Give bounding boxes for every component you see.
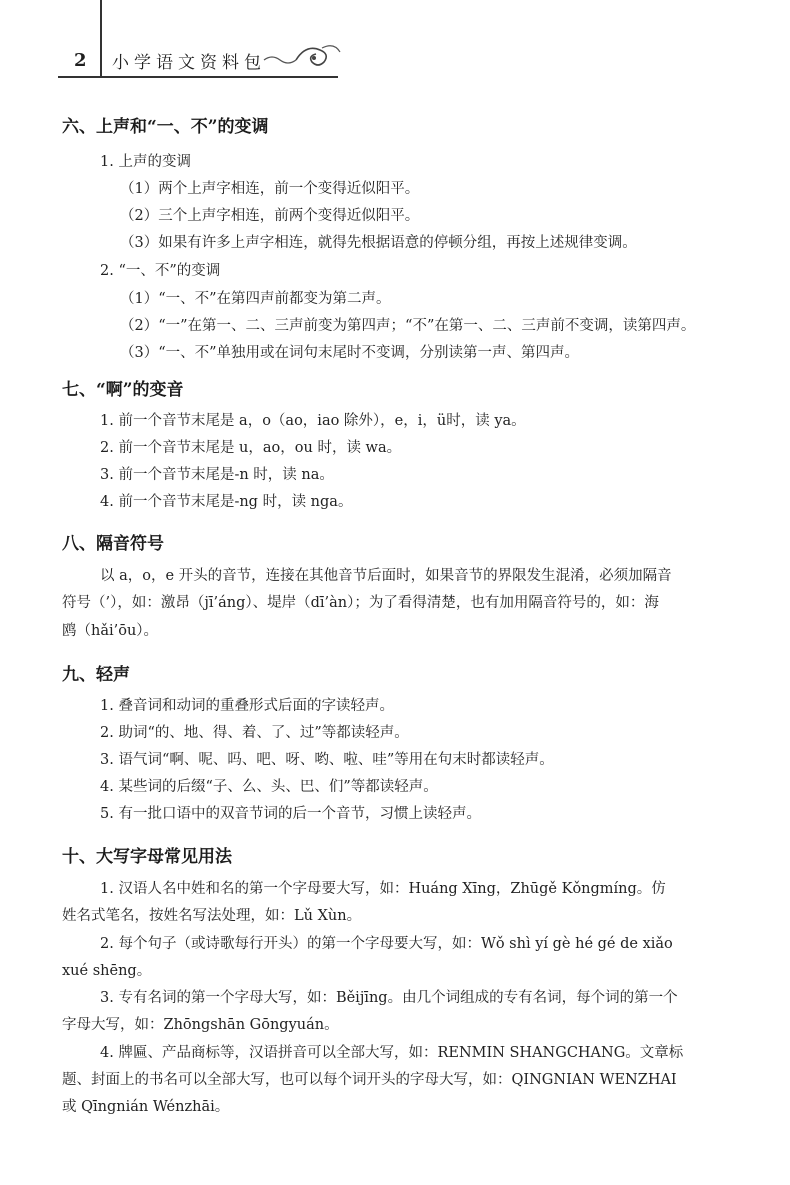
list-item: 3. 语气词“啊、呢、吗、吧、呀、哟、啦、哇”等用在句末时都读轻声。 xyxy=(100,752,554,768)
paragraph-line: 符号（’），如：激昂（jī’áng）、堤岸（dī’àn）；为了看得清楚，也有加用隔音符号的，如：海 xyxy=(62,595,659,611)
paragraph-line: 或 Qīngnián Wénzhāi。 xyxy=(62,1099,230,1115)
list-item: （1）“一、不”在第四声前都变为第二声。 xyxy=(120,291,391,307)
paragraph-line: 4. 牌匾、产品商标等，汉语拼音可以全部大写，如：RENMIN SHANGCHANG。文章标 xyxy=(100,1045,684,1061)
paragraph-line: 以 a，o，e 开头的音节，连接在其他音节后面时，如果音节的界限发生混淆，必须加隔音 xyxy=(100,568,672,584)
paragraph-line: xué shēng。 xyxy=(62,963,152,979)
section-6-title: 六、上声和“一、不”的变调 xyxy=(62,117,269,137)
paragraph-line: 题、封面上的书名可以全部大写，也可以每个词开头的字母大写，如：QINGNIAN WENZHAI xyxy=(62,1072,677,1088)
book-title: 小学语文资料包 xyxy=(112,53,266,73)
section-8-title: 八、隔音符号 xyxy=(62,534,164,554)
section-10-title: 十、大写字母常见用法 xyxy=(62,847,232,867)
section-9-title: 九、轻声 xyxy=(62,665,130,685)
paragraph-line: 1. 汉语人名中姓和名的第一个字母要大写，如：Huáng Xīng，Zhūgě Kǒngmíng。仿 xyxy=(100,881,666,897)
list-item: （2）三个上声字相连，前两个变得近似阳平。 xyxy=(120,208,420,224)
paragraph-line: 3. 专有名词的第一个字母大写，如：Běijīng。由几个词组成的专有名词，每个词的第一个 xyxy=(100,990,678,1006)
subheading: 2. “一、不”的变调 xyxy=(100,263,221,279)
list-item: （3）“一、不”单独用或在词句末尾时不变调，分别读第一声、第四声。 xyxy=(120,345,580,361)
section-7-title: 七、“啊”的变音 xyxy=(62,380,184,400)
subheading: 1. 上声的变调 xyxy=(100,154,191,170)
paragraph-line: 字母大写，如：Zhōngshān Gōngyuán。 xyxy=(62,1017,339,1033)
paragraph-line: 2. 每个句子（或诗歌每行开头）的第一个字母要大写，如：Wǒ shì yí gè hé gé de xiǎo xyxy=(100,936,673,952)
list-item: 5. 有一批口语中的双音节词的后一个音节，习惯上读轻声。 xyxy=(100,806,481,822)
list-item: 3. 前一个音节末尾是-n 时，读 na。 xyxy=(100,467,334,483)
list-item: 4. 某些词的后缀“子、么、头、巴、们”等都读轻声。 xyxy=(100,779,438,795)
paragraph-line: 姓名式笔名，按姓名写法处理，如：Lǔ Xùn。 xyxy=(62,908,362,924)
page-number: 2 xyxy=(74,50,87,71)
list-item: （3）如果有许多上声字相连，就得先根据语意的停顿分组，再按上述规律变调。 xyxy=(120,235,637,251)
list-item: 1. 前一个音节末尾是 a，o（ao，iao 除外），e，i，ü时，读 ya。 xyxy=(100,413,526,429)
list-item: （1）两个上声字相连，前一个变得近似阳平。 xyxy=(120,181,420,197)
paragraph-line: 鸥（hǎi’ōu）。 xyxy=(62,623,159,639)
list-item: 4. 前一个音节末尾是-ng 时，读 nga。 xyxy=(100,494,353,510)
list-item: 2. 前一个音节末尾是 u，ao，ou 时，读 wa。 xyxy=(100,440,402,456)
list-item: 2. 助词“的、地、得、着、了、过”等都读轻声。 xyxy=(100,725,409,741)
list-item: 1. 叠音词和动词的重叠形式后面的字读轻声。 xyxy=(100,698,394,714)
list-item: （2）“一”在第一、二、三声前变为第四声；“不”在第一、二、三声前不变调，读第四声。 xyxy=(120,318,696,334)
